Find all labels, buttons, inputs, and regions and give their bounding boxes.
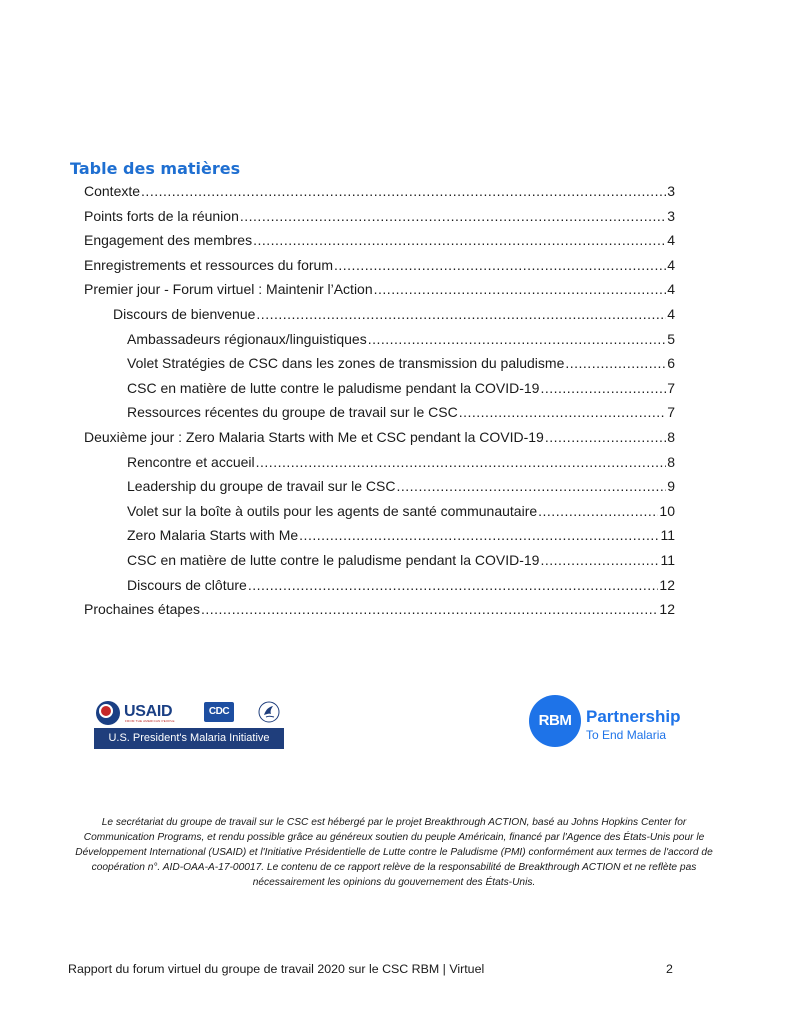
toc-entry-label: Zero Malaria Starts with Me bbox=[127, 527, 299, 544]
toc-entry[interactable] bbox=[127, 551, 675, 569]
toc-entry[interactable] bbox=[127, 477, 675, 495]
disclaimer: Le secrétariat du groupe de travail sur le CSC est hébergé par le projet Breakthrough ACTION, basé au Johns Hopkins Center for Communication Programs, et rendu possible grâce au généreux soutien du peuple Américain, financé par l'Agence des États-Unis pour le Développement International (USAID) et l'Initiative Présidentielle de Lutte contre le Paludisme (PMI) conformément aux termes de l'accord de coopération n°. AID-OAA-A-17-00017. Le contenu de ce rapport relève de la responsabilité de Breakthrough ACTION et ne reflète pas nécessairement les opinions du gouvernement des États-Unis. bbox=[75, 817, 713, 888]
toc-leader-dots bbox=[141, 182, 666, 200]
toc-entry-page: 6 bbox=[667, 355, 675, 372]
toc-entry[interactable] bbox=[84, 182, 675, 200]
toc-entry-label: Rencontre et accueil bbox=[127, 453, 255, 470]
toc-leader-dots bbox=[201, 600, 658, 618]
toc-leader-dots bbox=[374, 280, 667, 298]
toc-entry[interactable] bbox=[84, 600, 675, 618]
toc-entry-label: Prochaines étapes bbox=[84, 601, 200, 618]
toc-entry-label: Discours de clôture bbox=[127, 576, 247, 593]
toc-entry[interactable] bbox=[127, 354, 675, 372]
toc-leader-dots bbox=[299, 526, 659, 544]
usaid-seal-icon bbox=[96, 701, 120, 725]
toc-entry-page: 4 bbox=[667, 306, 675, 322]
toc-entry-label: Ambassadeurs régionaux/linguistiques bbox=[127, 330, 367, 347]
toc-entry-page: 4 bbox=[667, 232, 675, 249]
toc-entry-label: Volet sur la boîte à outils pour les agents de santé communautaire bbox=[127, 502, 538, 519]
toc-leader-dots bbox=[368, 330, 667, 348]
toc-entry-label: Points forts de la réunion bbox=[84, 207, 239, 224]
rbm-mark: RBM bbox=[529, 695, 581, 747]
toc-entry-page: 4 bbox=[667, 256, 675, 273]
toc-entry-page: 7 bbox=[667, 379, 675, 396]
toc-leader-dots bbox=[565, 354, 666, 372]
toc-entry-label: Volet Stratégies de CSC dans les zones de transmission du paludisme bbox=[127, 355, 565, 372]
cdc-logo: CDC bbox=[204, 702, 234, 722]
toc-leader-dots bbox=[240, 207, 666, 225]
toc-entry[interactable] bbox=[84, 280, 675, 298]
toc-leader-dots bbox=[334, 256, 666, 274]
toc-leader-dots bbox=[540, 551, 659, 569]
toc-entry-label: Enregistrements et ressources du forum bbox=[84, 256, 333, 273]
toc-entry-label: Premier jour - Forum virtuel : Maintenir l’Action bbox=[84, 281, 373, 298]
toc-entry[interactable] bbox=[84, 207, 675, 225]
toc-entry-label: Leadership du groupe de travail sur le CSC bbox=[127, 478, 396, 495]
toc-leader-dots bbox=[256, 305, 666, 323]
toc-entry-label: Ressources récentes du groupe de travail sur le CSC bbox=[127, 404, 458, 421]
toc-entry[interactable] bbox=[84, 256, 675, 274]
toc-entry-page: 8 bbox=[667, 453, 675, 470]
toc-entry-page: 9 bbox=[667, 478, 675, 495]
toc-entry[interactable] bbox=[127, 379, 675, 397]
toc-entry-page: 12 bbox=[659, 601, 675, 618]
toc-entry-page: 10 bbox=[659, 502, 675, 519]
toc-leader-dots bbox=[253, 231, 666, 249]
toc-entry[interactable] bbox=[84, 231, 675, 249]
toc-entry-page: 3 bbox=[667, 207, 675, 224]
usaid-tagline: FROM THE AMERICAN PEOPLE bbox=[125, 719, 175, 723]
rbm-tagline: To End Malaria bbox=[586, 728, 667, 742]
toc-entry-page: 4 bbox=[667, 281, 675, 298]
toc-leader-dots bbox=[545, 428, 666, 446]
toc-entry-page: 12 bbox=[659, 576, 675, 593]
toc-entry[interactable] bbox=[127, 453, 675, 471]
toc-entry-label: Contexte bbox=[84, 183, 141, 199]
usaid-pmi-logo bbox=[94, 700, 284, 750]
toc-entry[interactable] bbox=[84, 428, 675, 446]
toc-entry-label: Discours de bienvenue bbox=[113, 306, 256, 322]
toc-entry[interactable] bbox=[127, 576, 675, 594]
toc-entry-page: 3 bbox=[667, 183, 675, 199]
toc-entry-page: 7 bbox=[667, 404, 675, 421]
footer-page-number: 2 bbox=[666, 962, 673, 976]
toc-leader-dots bbox=[538, 502, 658, 520]
toc-entry-label: CSC en matière de lutte contre le paludisme pendant la COVID-19 bbox=[127, 379, 540, 396]
toc-leader-dots bbox=[397, 477, 667, 495]
toc-entry-page: 8 bbox=[667, 429, 675, 445]
toc-entry[interactable] bbox=[127, 330, 675, 348]
toc-entry[interactable] bbox=[127, 502, 675, 520]
toc-heading: Table des matières bbox=[70, 159, 241, 178]
hhs-eagle-icon bbox=[258, 701, 280, 723]
usaid-wordmark: USAID bbox=[124, 703, 173, 720]
toc-entry-page: 11 bbox=[660, 552, 675, 568]
toc-leader-dots bbox=[540, 379, 666, 397]
toc-leader-dots bbox=[248, 576, 659, 594]
toc-entry-label: CSC en matière de lutte contre le paludisme pendant la COVID-19 bbox=[127, 552, 540, 568]
toc-entry[interactable] bbox=[127, 526, 675, 544]
toc-entry-label: Deuxième jour : Zero Malaria Starts with Me et CSC pendant la COVID-19 bbox=[84, 429, 544, 445]
footer-title: Rapport du forum virtuel du groupe de travail 2020 sur le CSC RBM | Virtuel bbox=[68, 962, 485, 976]
toc-leader-dots bbox=[256, 453, 667, 471]
toc-entry-label: Engagement des membres bbox=[84, 232, 253, 249]
rbm-partnership-logo bbox=[529, 695, 709, 747]
rbm-name: Partnership bbox=[586, 707, 681, 726]
pmi-banner: U.S. President's Malaria Initiative bbox=[94, 728, 284, 749]
toc-entry[interactable] bbox=[127, 403, 675, 421]
toc-entry-page: 5 bbox=[667, 330, 675, 347]
toc-entry-page: 11 bbox=[660, 527, 675, 544]
toc-entry[interactable] bbox=[113, 305, 675, 323]
toc-leader-dots bbox=[459, 403, 666, 421]
